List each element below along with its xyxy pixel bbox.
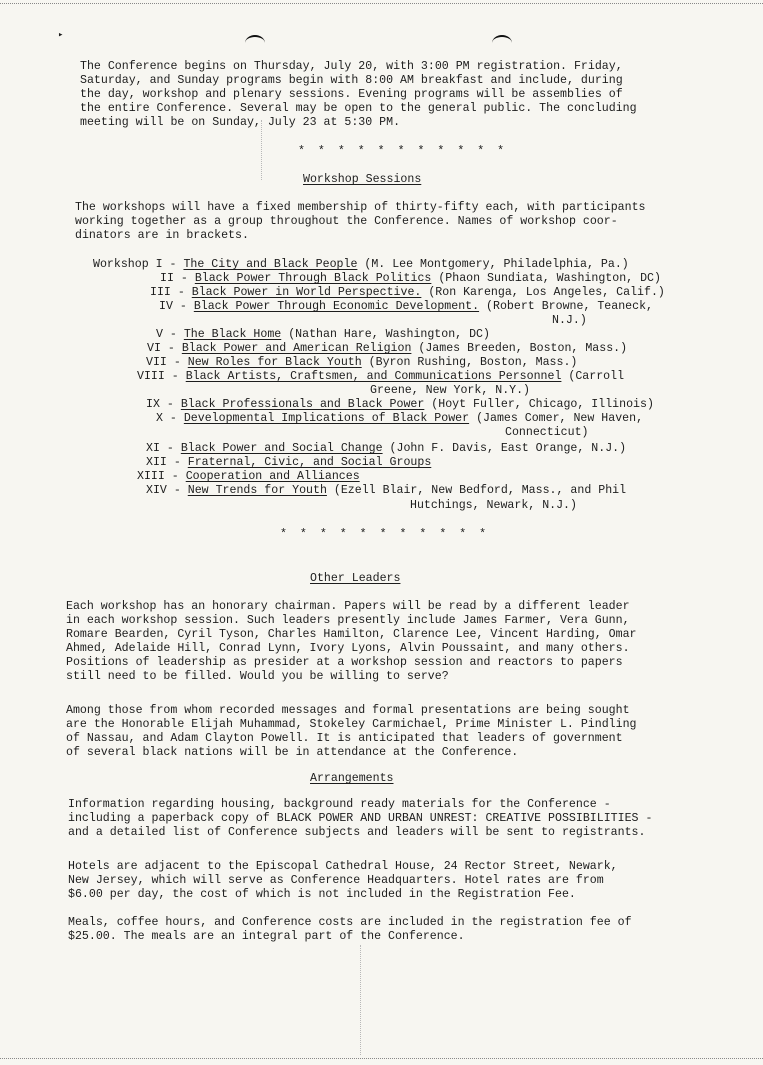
crease-line <box>360 945 361 1055</box>
intro-line: the day, workshop and plenary sessions. Evening programs will be assemblies of <box>80 88 623 101</box>
workshop-title: Black Power in World Perspective. <box>191 286 422 299</box>
star-divider: * * * * * * * * * * * <box>298 145 508 158</box>
workshop-coordinator: (John F. Davis, East Orange, N.J.) <box>382 442 627 455</box>
leaders-line: still need to be filled. Would you be willing to serve? <box>66 670 449 683</box>
workshop-title: New Roles for Black Youth <box>187 356 362 369</box>
workshop-coordinator: (James Comer, New Haven, <box>469 412 644 425</box>
workshop-coordinator: (Phaon Sundiata, Washington, DC) <box>431 272 661 285</box>
workshop-item <box>150 286 665 300</box>
workshop-number: X - <box>156 412 177 425</box>
workshop-number: XIV - <box>146 484 181 497</box>
workshop-item <box>146 356 577 370</box>
workshop-number: VIII - <box>137 370 179 383</box>
arrangements-line: New Jersey, which will serve as Conference Headquarters. Hotel rates are from <box>68 874 604 887</box>
workshop-sessions-heading: Workshop Sessions <box>303 173 422 186</box>
workshop-coordinator-continued: Greene, New York, N.Y.) <box>370 384 531 397</box>
workshop-coordinator: (Nathan Hare, Washington, DC) <box>281 328 490 341</box>
leaders-line: Ahmed, Adelaide Hill, Conrad Lynn, Ivory Lyons, Alvin Poussaint, and many others. <box>66 642 630 655</box>
workshop-title: Developmental Implications of Black Power <box>183 412 470 425</box>
workshop-number: V - <box>156 328 177 341</box>
workshop-title: The Black Home <box>183 328 282 341</box>
workshop-title: Black Professionals and Black Power <box>180 398 425 411</box>
top-edge-artifact <box>0 3 763 6</box>
workshop-item <box>93 258 629 272</box>
workshop-number: VII - <box>146 356 181 369</box>
arrangements-line: including a paperback copy of BLACK POWER AND URBAN UNREST: CREATIVE POSSIBILITIES - <box>68 812 653 825</box>
bottom-edge-artifact <box>0 1058 763 1061</box>
workshop-item <box>146 442 626 456</box>
workshop-number: XI - <box>146 442 174 455</box>
workshop-number: IX - <box>146 398 174 411</box>
workshop-number: II - <box>160 272 188 285</box>
binding-mark <box>492 35 512 51</box>
workshop-number: XIII - <box>137 470 179 483</box>
leaders-line: Romare Bearden, Cyril Tyson, Charles Hamilton, Clarence Lee, Vincent Harding, Omar <box>66 628 637 641</box>
leaders-line: Among those from whom recorded messages and formal presentations are being sought <box>66 704 630 717</box>
workshop-title: New Trends for Youth <box>187 484 327 497</box>
workshop-title: Black Power Through Economic Development. <box>193 300 480 313</box>
intro-line: Saturday, and Sunday programs begin with 8:00 AM breakfast and include, during <box>80 74 623 87</box>
workshop-coordinator: (James Breeden, Boston, Mass.) <box>411 342 628 355</box>
leaders-line: Each workshop has an honorary chairman. Papers will be read by a different leader <box>66 600 630 613</box>
workshop-coordinator: (Ezell Blair, New Bedford, Mass., and Phil <box>326 484 627 497</box>
workshop-title: Black Artists, Craftsmen, and Communications Personnel <box>185 370 562 383</box>
workshop-title: Fraternal, Civic, and Social Groups <box>187 456 432 469</box>
workshop-coordinator-continued: N.J.) <box>552 314 587 327</box>
workshop-item <box>159 300 653 314</box>
workshop-item <box>156 328 490 342</box>
workshop-coordinator: (Robert Browne, Teaneck, <box>479 300 654 313</box>
workshop-coordinator: (Byron Rushing, Boston, Mass.) <box>361 356 578 369</box>
workshop-coordinator: (Ron Karenga, Los Angeles, Calif.) <box>421 286 665 299</box>
workshop-item <box>146 484 626 498</box>
workshop-title: Black Power and Social Change <box>180 442 383 455</box>
intro-line: the entire Conference. Several may be open to the general public. The concluding <box>80 102 637 115</box>
arrangements-line: Information regarding housing, background ready materials for the Conference - <box>68 798 611 811</box>
arrangements-line: $6.00 per day, the cost of which is not included in the Registration Fee. <box>68 888 576 901</box>
arrangements-heading: Arrangements <box>310 772 394 785</box>
workshop-intro-line: The workshops will have a fixed membership of thirty-fifty each, with participants <box>75 201 646 214</box>
binding-mark <box>245 35 265 51</box>
leaders-line: of several black nations will be in attendance at the Conference. <box>66 746 519 759</box>
workshop-item <box>160 272 661 286</box>
leaders-line: are the Honorable Elijah Muhammad, Stokeley Carmichael, Prime Minister L. Pindling <box>66 718 637 731</box>
arrangements-line: Meals, coffee hours, and Conference costs are included in the registration fee of <box>68 916 632 929</box>
star-divider: * * * * * * * * * * * <box>280 528 490 541</box>
workshop-number: VI - <box>147 342 175 355</box>
workshop-item <box>146 398 654 412</box>
intro-line: meeting will be on Sunday, July 23 at 5:30 PM. <box>80 116 401 129</box>
workshop-coordinator-continued: Connecticut) <box>505 426 589 439</box>
workshop-title: Black Power and American Religion <box>181 342 412 355</box>
workshop-coordinator: (M. Lee Montgomery, Philadelphia, Pa.) <box>357 258 629 271</box>
workshop-coordinator-continued: Hutchings, Newark, N.J.) <box>410 499 577 512</box>
workshop-coordinator: (Hoyt Fuller, Chicago, Illinois) <box>424 398 654 411</box>
leaders-line: of Nassau, and Adam Clayton Powell. It is anticipated that leaders of government <box>66 732 623 745</box>
workshop-coordinator: (Carroll <box>561 370 625 383</box>
stray-mark: ▸ <box>58 30 64 40</box>
workshop-title: Black Power Through Black Politics <box>194 272 432 285</box>
workshop-title: The City and Black People <box>183 258 358 271</box>
workshop-item <box>137 470 360 484</box>
workshop-item <box>146 456 431 470</box>
arrangements-line: $25.00. The meals are an integral part of the Conference. <box>68 930 465 943</box>
workshop-number: XII - <box>146 456 181 469</box>
workshop-item <box>156 412 643 426</box>
workshop-number: III - <box>150 286 185 299</box>
workshop-number: IV - <box>159 300 187 313</box>
workshop-number: Workshop I - <box>93 258 177 271</box>
workshop-item <box>137 370 624 384</box>
leaders-line: in each workshop session. Such leaders presently include James Farmer, Vera Gunn, <box>66 614 630 627</box>
other-leaders-heading: Other Leaders <box>310 572 401 585</box>
workshop-item <box>147 342 627 356</box>
intro-line: The Conference begins on Thursday, July 20, with 3:00 PM registration. Friday, <box>80 60 623 73</box>
leaders-line: Positions of leadership as presider at a workshop session and reactors to papers <box>66 656 623 669</box>
arrangements-line: and a detailed list of Conference subjects and leaders will be sent to registrants. <box>68 826 646 839</box>
workshop-title: Cooperation and Alliances <box>185 470 360 483</box>
workshop-intro-line: working together as a group throughout the Conference. Names of workshop coor- <box>75 215 618 228</box>
arrangements-line: Hotels are adjacent to the Episcopal Cathedral House, 24 Rector Street, Newark, <box>68 860 618 873</box>
workshop-intro-line: dinators are in brackets. <box>75 229 249 242</box>
